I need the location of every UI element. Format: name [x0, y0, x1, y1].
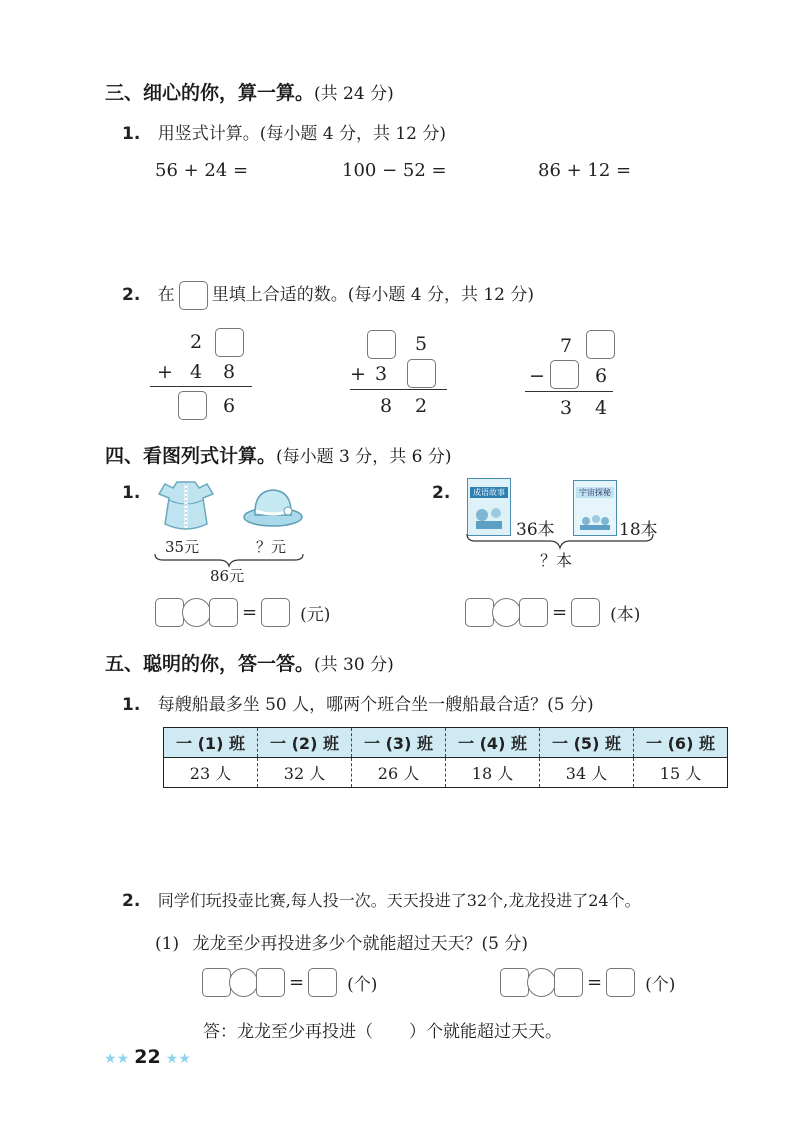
- puzzle-2: [345, 325, 455, 425]
- s5-row2-operator-circle[interactable]: [527, 968, 556, 997]
- s4-q1-box-result[interactable]: [261, 598, 290, 627]
- s5-answer-sentence: [203, 1017, 562, 1042]
- class-table-header-row: [164, 728, 727, 758]
- s5-q2-sub1: [155, 929, 528, 954]
- s4-q2-unit: (本): [610, 605, 641, 625]
- book-2-count: 18本: [619, 520, 658, 540]
- s4-q1-number: 1.: [122, 483, 141, 503]
- class-header-2: 一 (2) 班: [258, 728, 352, 758]
- p1-box-result-tens[interactable]: [178, 391, 207, 420]
- s4-q1-box-a[interactable]: [155, 598, 184, 627]
- p3-box-2-tens[interactable]: [550, 360, 579, 389]
- s4-q2-operator-circle[interactable]: [492, 598, 521, 627]
- s4-q2-number: 2.: [432, 483, 451, 503]
- s5-row1-box-a[interactable]: [202, 968, 231, 997]
- p2-box-tens[interactable]: [367, 330, 396, 359]
- s3-q1-points: (每小题 4 分，共 12 分): [259, 124, 447, 144]
- p1-digit-2-tens: 4: [190, 361, 203, 383]
- s5-row1-box-b[interactable]: [256, 968, 285, 997]
- p3-result-ones: 4: [595, 397, 608, 419]
- p3-result-tens: 3: [560, 397, 573, 419]
- p2-operator: +: [350, 363, 366, 385]
- book-1-title: 成语故事: [470, 487, 508, 498]
- p2-digit-2-tens: 3: [375, 363, 388, 385]
- expr-1: 56 + 24 =: [155, 160, 249, 181]
- class-table: [163, 727, 728, 788]
- puzzle-1: [150, 325, 260, 425]
- s5-row1-operator-circle[interactable]: [229, 968, 258, 997]
- p1-line: [150, 386, 252, 387]
- p3-box-ones[interactable]: [586, 330, 615, 359]
- s5-row2-box-b[interactable]: [554, 968, 583, 997]
- section-4-title-text: 四、看图列式计算。: [105, 445, 277, 467]
- s5-q2-sub1-number: (1): [155, 934, 180, 954]
- s5-q2-sub1-text: 龙龙至少再投进多少个就能超过天天？: [192, 934, 482, 954]
- s5-q2: [122, 888, 641, 911]
- section-3-title: [105, 78, 394, 105]
- class-header-6: 一 (6) 班: [634, 728, 728, 758]
- section-3-title-text: 三、细心的你，算一算。: [105, 82, 315, 104]
- p1-operator: +: [157, 361, 173, 383]
- puzzle-3: [525, 325, 635, 425]
- s5-row1-box-result[interactable]: [308, 968, 337, 997]
- answer-post: ）个就能超过天天。: [409, 1022, 562, 1042]
- section-5-points: (共 30 分): [314, 655, 394, 675]
- expr-2: 100 − 52 =: [342, 160, 447, 181]
- section-4-title: [105, 441, 452, 468]
- s5-q1-points: (5 分): [547, 695, 594, 715]
- p3-line: [525, 391, 613, 392]
- s3-q1-number: 1.: [122, 124, 141, 144]
- p2-line: [350, 389, 447, 390]
- s5-row2-unit: (个): [645, 975, 676, 995]
- s4-q1-unit: (元): [300, 605, 331, 625]
- answer-pre: 答：龙龙至少再投进（: [203, 1022, 373, 1042]
- s3-q2-points: (每小题 4 分，共 12 分): [347, 285, 535, 305]
- s5-q2-number: 2.: [122, 891, 141, 911]
- hat-icon: [242, 485, 304, 529]
- p3-operator: −: [529, 365, 545, 387]
- s4-q1-answer-row: = (元): [155, 598, 330, 627]
- class-value-6: 15 人: [659, 764, 702, 783]
- class-value-2: 32 人: [258, 758, 352, 788]
- expr-3: 86 + 12 =: [538, 160, 632, 181]
- section-3-points: (共 24 分): [314, 84, 394, 104]
- p2-result-ones: 2: [415, 395, 428, 417]
- page-footer: [104, 1046, 191, 1068]
- s4-q2-box-b[interactable]: [519, 598, 548, 627]
- s3-q1: [122, 119, 446, 144]
- class-table-value-row: [164, 758, 727, 788]
- star-icon: ★: [165, 1051, 179, 1067]
- p2-result-tens: 8: [380, 395, 393, 417]
- book-2-title: 宇宙探秘: [576, 487, 614, 498]
- p2-digit-ones: 5: [415, 333, 428, 355]
- brace-2-total: ？本: [540, 551, 573, 570]
- class-header-3: 一 (3) 班: [352, 728, 446, 758]
- s3-q2-pre: 在: [157, 285, 175, 305]
- class-header-5: 一 (5) 班: [540, 728, 634, 758]
- class-value-5: 34 人: [540, 758, 634, 788]
- book-1-count: 36本: [516, 520, 555, 540]
- brace-1-total: 86元: [210, 567, 245, 585]
- star-icon: ★: [116, 1051, 130, 1067]
- s5-row2-box-result[interactable]: [606, 968, 635, 997]
- p1-digit-2-ones: 8: [223, 361, 236, 383]
- s5-answer-row-1: = (个): [202, 968, 377, 997]
- s4-q1-operator-circle[interactable]: [182, 598, 211, 627]
- s4-q2-box-a[interactable]: [465, 598, 494, 627]
- class-header-4: 一 (4) 班: [446, 728, 540, 758]
- star-icon: ★: [104, 1051, 117, 1067]
- s3-q1-text: 用竖式计算。: [157, 124, 260, 144]
- s4-q2-box-result[interactable]: [571, 598, 600, 627]
- class-value-1: 23 人: [164, 758, 258, 788]
- s5-row2-box-a[interactable]: [500, 968, 529, 997]
- s4-q1-box-b[interactable]: [209, 598, 238, 627]
- s4-q2-answer-row: = (本): [465, 598, 640, 627]
- section-4-points: (每小题 3 分，共 6 分): [276, 447, 452, 467]
- p1-digit-tens: 2: [190, 331, 203, 353]
- hat-price: ？元: [256, 538, 287, 556]
- dress-price: 35元: [165, 538, 200, 556]
- class-value-4: 18 人: [446, 758, 540, 788]
- p1-box-ones[interactable]: [215, 328, 244, 357]
- p3-digit-tens: 7: [560, 335, 573, 357]
- s5-q1-text: 每艘船最多坐 50 人，哪两个班合坐一艘船最合适？: [157, 695, 548, 715]
- p3-digit-2-ones: 6: [595, 365, 608, 387]
- book-2-icon: [573, 480, 617, 536]
- s3-q2: [122, 280, 534, 310]
- p1-result-ones: 6: [223, 395, 236, 417]
- s5-q2-text: 同学们玩投壶比赛,每人投一次。天天投进了32个,龙龙投进了24个。: [157, 891, 641, 910]
- class-value-3: 26 人: [352, 758, 446, 788]
- section-5-title: [105, 649, 394, 676]
- answer-box-example: [179, 281, 208, 310]
- s5-q1: [122, 690, 594, 715]
- dress-icon: [155, 478, 217, 534]
- s5-answer-row-2: = (个): [500, 968, 675, 997]
- p2-box-2-ones[interactable]: [407, 359, 436, 388]
- s3-q2-post: 里填上合适的数。: [211, 285, 348, 305]
- section-5-title-text: 五、聪明的你，答一答。: [105, 653, 315, 675]
- page-number: 22: [134, 1046, 161, 1068]
- s5-q2-sub1-points: (5 分): [481, 934, 528, 954]
- class-header-1: 一 (1) 班: [164, 728, 258, 758]
- s5-row1-unit: (个): [347, 975, 378, 995]
- s5-q1-number: 1.: [122, 695, 141, 715]
- star-icon: ★: [178, 1051, 191, 1067]
- book-1-icon: [467, 478, 511, 536]
- s3-q2-number: 2.: [122, 285, 141, 305]
